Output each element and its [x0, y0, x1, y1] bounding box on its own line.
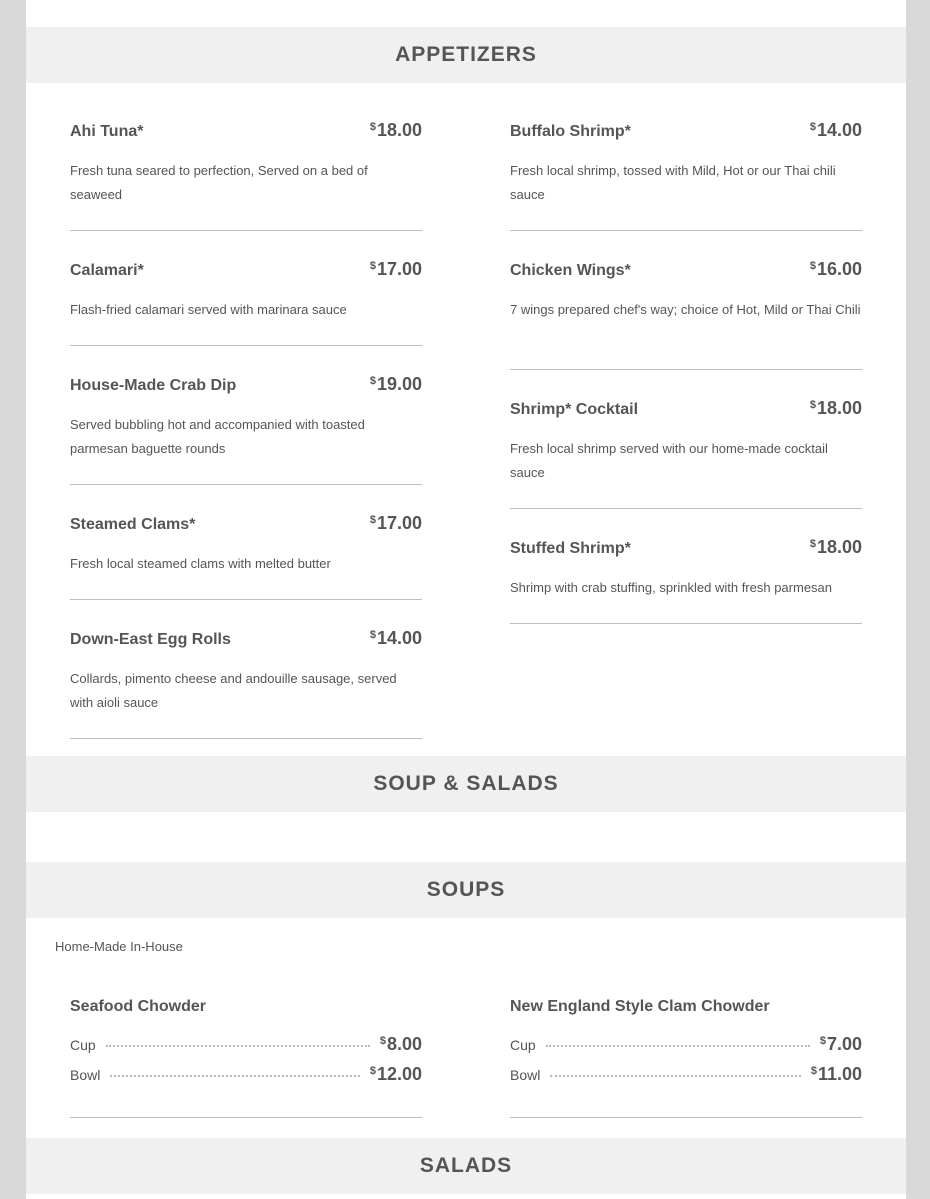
item-name: House-Made Crab Dip: [70, 377, 237, 394]
item-price: $7.00: [819, 1034, 862, 1054]
item-name: Shrimp* Cocktail: [510, 401, 639, 418]
item-description: Fresh local steamed clams with melted butter: [70, 556, 331, 571]
item-name: New England Style Clam Chowder: [510, 998, 770, 1015]
item-name: Calamari*: [70, 262, 144, 279]
appetizers-left-column: [70, 120, 422, 739]
menu-item: [70, 374, 422, 485]
size-label: Cup: [70, 1037, 96, 1053]
menu-item: [510, 398, 862, 509]
dot-leader: [546, 1035, 810, 1047]
menu-item: [510, 998, 862, 1118]
item-price: $17.00: [369, 259, 422, 279]
item-name: Steamed Clams*: [70, 516, 196, 533]
item-price: $18.00: [369, 120, 422, 140]
item-price: $12.00: [369, 1064, 422, 1084]
item-price: $14.00: [809, 120, 862, 140]
menu-item: [70, 513, 422, 600]
item-name: Ahi Tuna*: [70, 123, 144, 140]
dot-leader: [110, 1065, 359, 1077]
menu-item: [510, 259, 862, 370]
item-name: Seafood Chowder: [70, 998, 207, 1015]
item-description: Fresh local shrimp, tossed with Mild, Hot or our Thai chili sauce: [510, 163, 836, 202]
menu-item: [70, 998, 422, 1118]
size-row: [70, 1064, 422, 1094]
size-row: [70, 1034, 422, 1064]
item-description: 7 wings prepared chef's way; choice of Hot, Mild or Thai Chili: [510, 302, 861, 317]
soups-right-column: [510, 998, 862, 1118]
item-name: Buffalo Shrimp*: [510, 123, 631, 140]
item-price: $8.00: [379, 1034, 422, 1054]
item-price: $18.00: [809, 537, 862, 557]
item-name: Stuffed Shrimp*: [510, 540, 631, 557]
size-label: Bowl: [510, 1067, 541, 1083]
item-description: Fresh tuna seared to perfection, Served on a bed of seaweed: [70, 163, 368, 202]
dot-leader: [106, 1035, 370, 1047]
item-description: Collards, pimento cheese and andouille sausage, served with aioli sauce: [70, 671, 397, 710]
size-row: [510, 1064, 862, 1094]
size-row: [510, 1034, 862, 1064]
item-description: Flash-fried calamari served with marinara sauce: [70, 302, 347, 317]
menu-item: [510, 537, 862, 624]
menu-page: [26, 0, 906, 1199]
menu-item: [510, 120, 862, 231]
size-list: [70, 1034, 422, 1094]
item-description: Served bubbling hot and accompanied with toasted parmesan baguette rounds: [70, 417, 365, 456]
dot-leader: [550, 1065, 800, 1077]
item-price: $11.00: [810, 1064, 862, 1084]
size-label: Cup: [510, 1037, 536, 1053]
item-price: $18.00: [809, 398, 862, 418]
item-description: Shrimp with crab stuffing, sprinkled with fresh parmesan: [510, 580, 833, 595]
item-price: $19.00: [369, 374, 422, 394]
menu-item: [70, 628, 422, 739]
item-name: Down-East Egg Rolls: [70, 631, 231, 648]
soups-left-column: [70, 998, 422, 1118]
appetizers-right-column: [510, 120, 862, 624]
menu-item: [70, 120, 422, 231]
section-header-soup-salads: SOUP & SALADS: [26, 756, 906, 812]
size-list: [510, 1034, 862, 1094]
item-price: $14.00: [369, 628, 422, 648]
item-price: $16.00: [809, 259, 862, 279]
item-price: $17.00: [369, 513, 422, 533]
soups-note: Home-Made In-House: [55, 939, 183, 954]
section-header-salads: SALADS: [26, 1138, 906, 1194]
section-header-appetizers: APPETIZERS: [26, 27, 906, 83]
section-header-soups: SOUPS: [26, 862, 906, 918]
item-description: Fresh local shrimp served with our home-made cocktail sauce: [510, 441, 828, 480]
item-name: Chicken Wings*: [510, 262, 631, 279]
size-label: Bowl: [70, 1067, 101, 1083]
menu-item: [70, 259, 422, 346]
